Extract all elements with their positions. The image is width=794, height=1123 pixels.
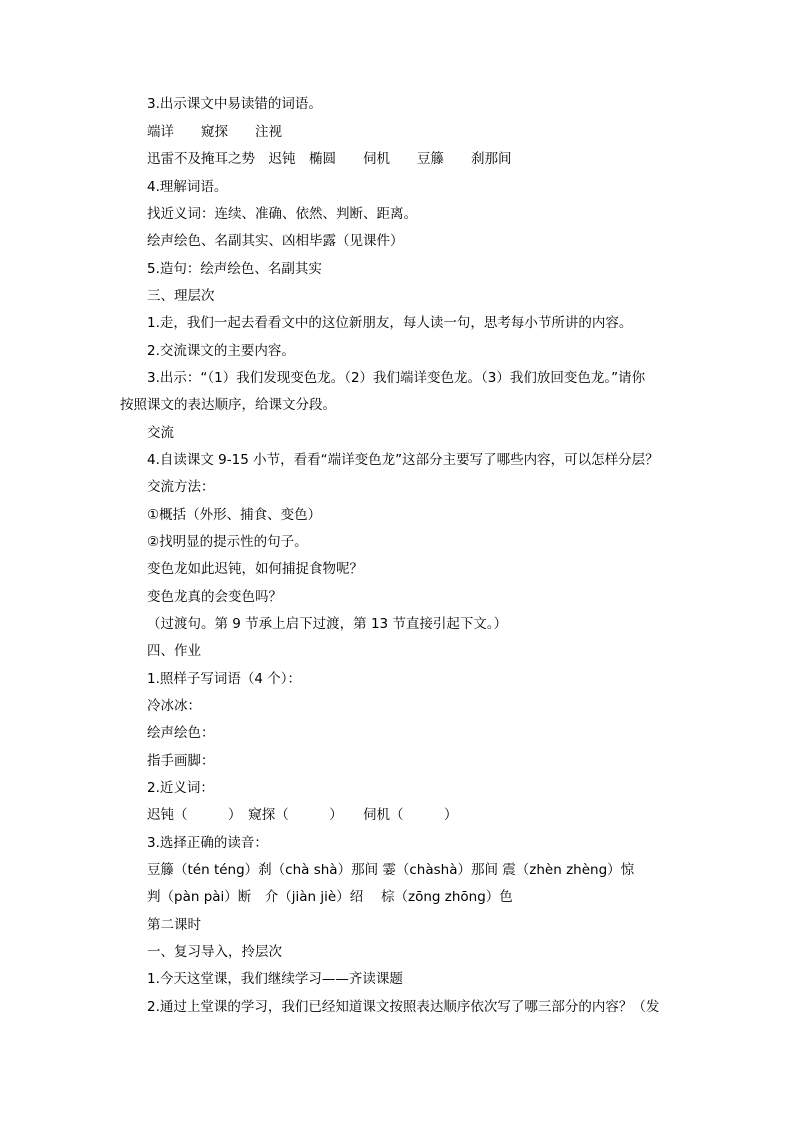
text-line: 按照课文的表达顺序，给课文分段。 [120,397,336,413]
text-line: 2.交流课文的主要内容。 [147,343,295,359]
text-line: 冷冰冰： [147,698,201,714]
text-line: 4.理解词语。 [147,179,228,195]
text-line: 变色龙真的会变色吗？ [147,589,282,605]
text-line: 1.走，我们一起去看看文中的这位新朋友，每人读一句，思考每小节所讲的内容。 [147,315,633,331]
text-line: （过渡句。第 9 节承上启下过渡，第 13 节直接引起下文。） [147,616,508,632]
text-line: 1.今天这堂课，我们继续学习——齐读课题 [147,971,403,987]
text-line: 豆籐（tén téng）刹（chà shà）那间 霎（chàshà）那间 震（zhèn zhèng）惊 [147,862,635,878]
text-line: 迟钝（ ） 窥探（ ） 伺机（ ） [147,807,458,823]
section-heading: 一、复习导入，拎层次 [147,944,282,960]
text-line: 2.通过上堂课的学习，我们已经知道课文按照表达顺序依次写了哪三部分的内容？（发 [147,999,660,1015]
text-line: 3.出示课文中易读错的词语。 [147,96,322,112]
text-line: 3.出示：“（1）我们发现变色龙。（2）我们端详变色龙。（3）我们放回变色龙。”请你 [147,370,646,386]
text-line: 找近义词：连续、准确、依然、判断、距离。 [147,206,417,222]
section-heading: 三、理层次 [147,288,215,304]
text-line: 指手画脚： [147,753,215,769]
text-line: 交流方法： [147,479,215,495]
text-line: 迅雷不及掩耳之势 迟钝 椭圆 伺机 豆籐 刹那间 [147,151,512,167]
text-line: 绘声绘色： [147,725,215,741]
text-line: 4.自读课文 9-15 小节，看看“端详变色龙”这部分主要写了哪些内容，可以怎样分层？ [147,452,659,468]
text-line: 5.造句：绘声绘色、名副其实 [147,261,322,277]
text-line: 绘声绘色、名副其实、凶相毕露（见课件） [147,233,404,249]
text-line: 1.照样子写词语（4 个）： [147,671,302,687]
text-line: 交流 [147,425,174,441]
text-line: 端详 窥探 注视 [147,124,282,140]
text-line: ②找明显的提示性的句子。 [147,534,308,550]
section-heading: 四、作业 [147,643,201,659]
text-line: 变色龙如此迟钝，如何捕捉食物呢？ [147,561,363,577]
text-line: 判（pàn pài）断 介（jiàn jiè）绍 棕（zōng zhōng）色 [147,889,513,905]
section-heading: 第二课时 [147,917,201,933]
text-line: 3.选择正确的读音： [147,835,268,851]
text-line: ①概括（外形、捕食、变色） [147,507,322,523]
text-line: 2.近义词： [147,780,214,796]
